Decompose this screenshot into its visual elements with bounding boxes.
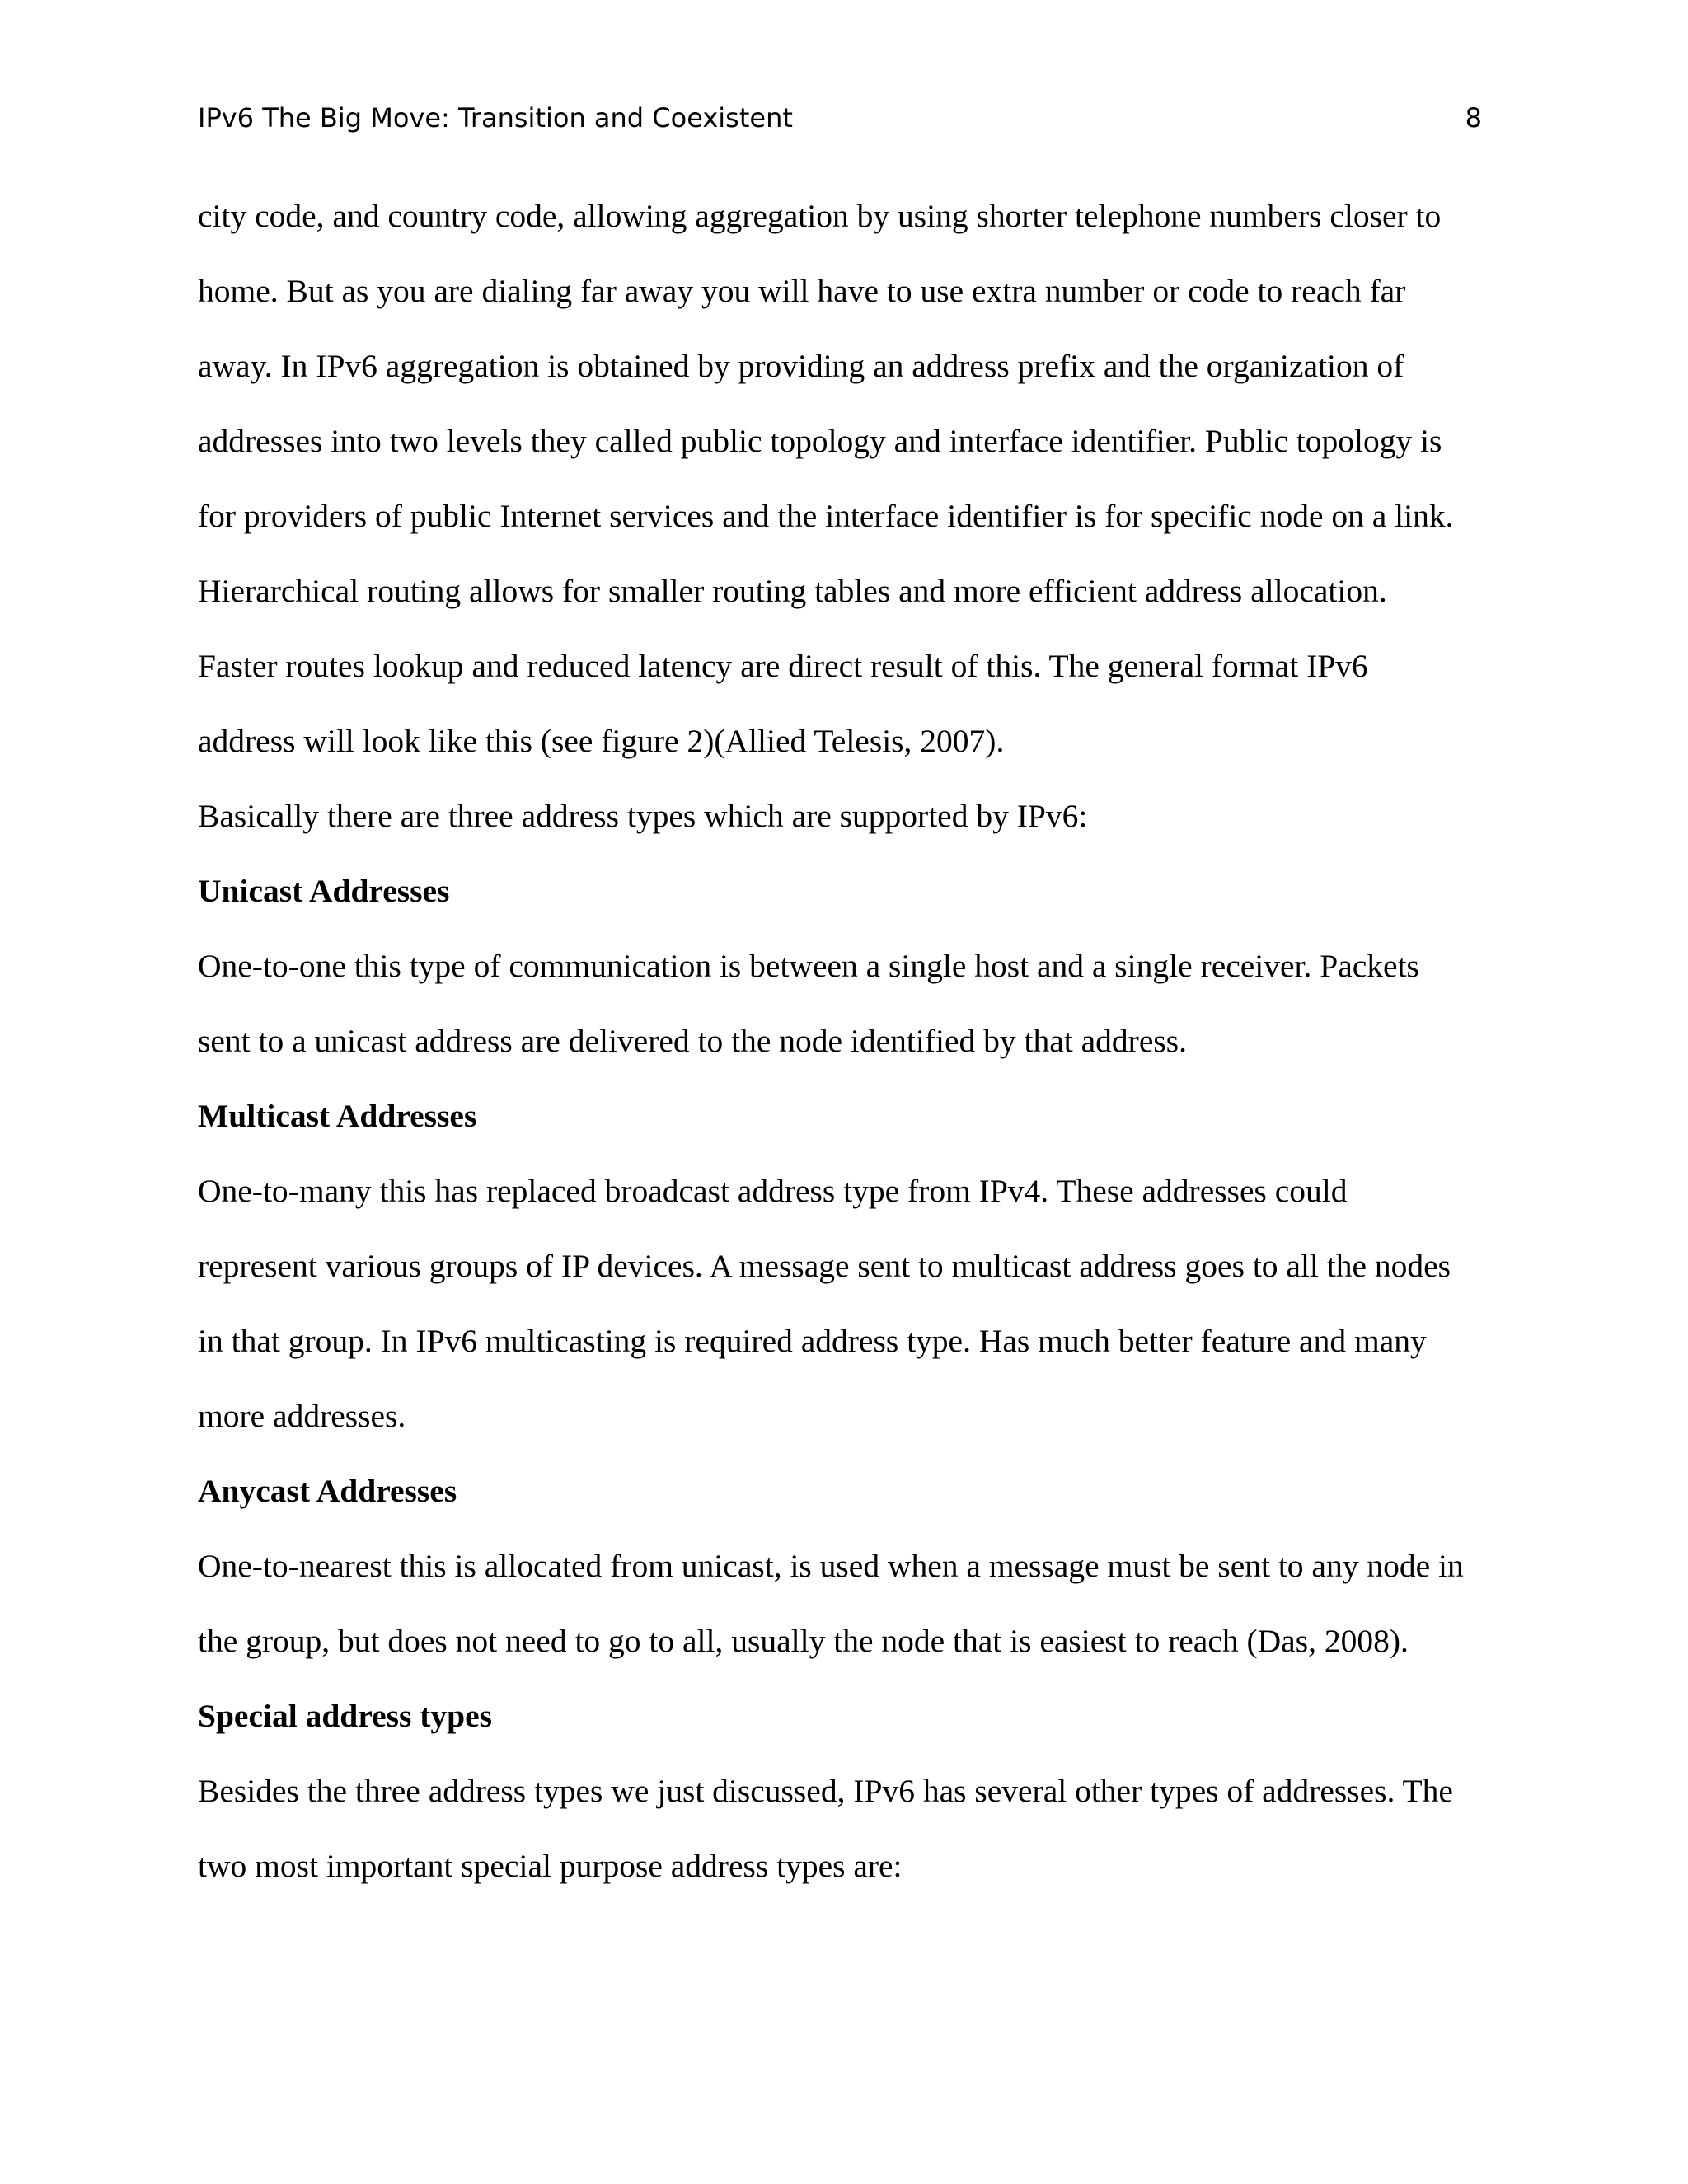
section-heading-unicast: Unicast Addresses — [198, 873, 450, 909]
paragraph-line: city code, and country code, allowing aggregation by using shorter telephone numbers closer to — [198, 198, 1442, 234]
paragraph-line: address will look like this (see figure 2)(Allied Telesis, 2007). — [198, 723, 1005, 759]
paragraph-line: away. In IPv6 aggregation is obtained by providing an address prefix and the organization of — [198, 348, 1404, 384]
paragraph-line: One-to-many this has replaced broadcast address type from IPv4. These addresses could — [198, 1173, 1348, 1209]
paragraph-line: Basically there are three address types which are supported by IPv6: — [198, 798, 1088, 834]
running-head-title: IPv6 The Big Move: Transition and Coexistent — [198, 102, 793, 134]
paragraph-line: Besides the three address types we just discussed, IPv6 has several other types of addresses. The — [198, 1773, 1453, 1809]
paragraph-line: home. But as you are dialing far away you will have to use extra number or code to reach far — [198, 273, 1406, 309]
section-heading-special: Special address types — [198, 1698, 493, 1734]
paragraph-line: represent various groups of IP devices. A message sent to multicast address goes to all the nodes — [198, 1248, 1451, 1284]
paragraph-line: One-to-one this type of communication is between a single host and a single receiver. Packets — [198, 948, 1419, 984]
paragraph-line: in that group. In IPv6 multicasting is required address type. Has much better feature and many — [198, 1323, 1427, 1359]
paragraph-line: two most important special purpose address types are: — [198, 1848, 903, 1884]
page-number: 8 — [1465, 102, 1482, 134]
section-heading-anycast: Anycast Addresses — [198, 1473, 457, 1509]
paragraph-line: more addresses. — [198, 1398, 406, 1434]
paragraph-line: Hierarchical routing allows for smaller routing tables and more efficient address allocation. — [198, 573, 1387, 609]
paragraph-line: sent to a unicast address are delivered to the node identified by that address. — [198, 1023, 1187, 1059]
paragraph-line: the group, but does not need to go to all, usually the node that is easiest to reach (Das, 2008). — [198, 1623, 1409, 1659]
paragraph-line: Faster routes lookup and reduced latency are direct result of this. The general format IPv6 — [198, 648, 1368, 684]
section-heading-multicast: Multicast Addresses — [198, 1098, 477, 1134]
paragraph-line: One-to-nearest this is allocated from unicast, is used when a message must be sent to any node in — [198, 1548, 1464, 1584]
paragraph-line: for providers of public Internet services and the interface identifier is for specific node on a link. — [198, 498, 1454, 534]
paragraph-line: addresses into two levels they called public topology and interface identifier. Public topology is — [198, 423, 1442, 459]
